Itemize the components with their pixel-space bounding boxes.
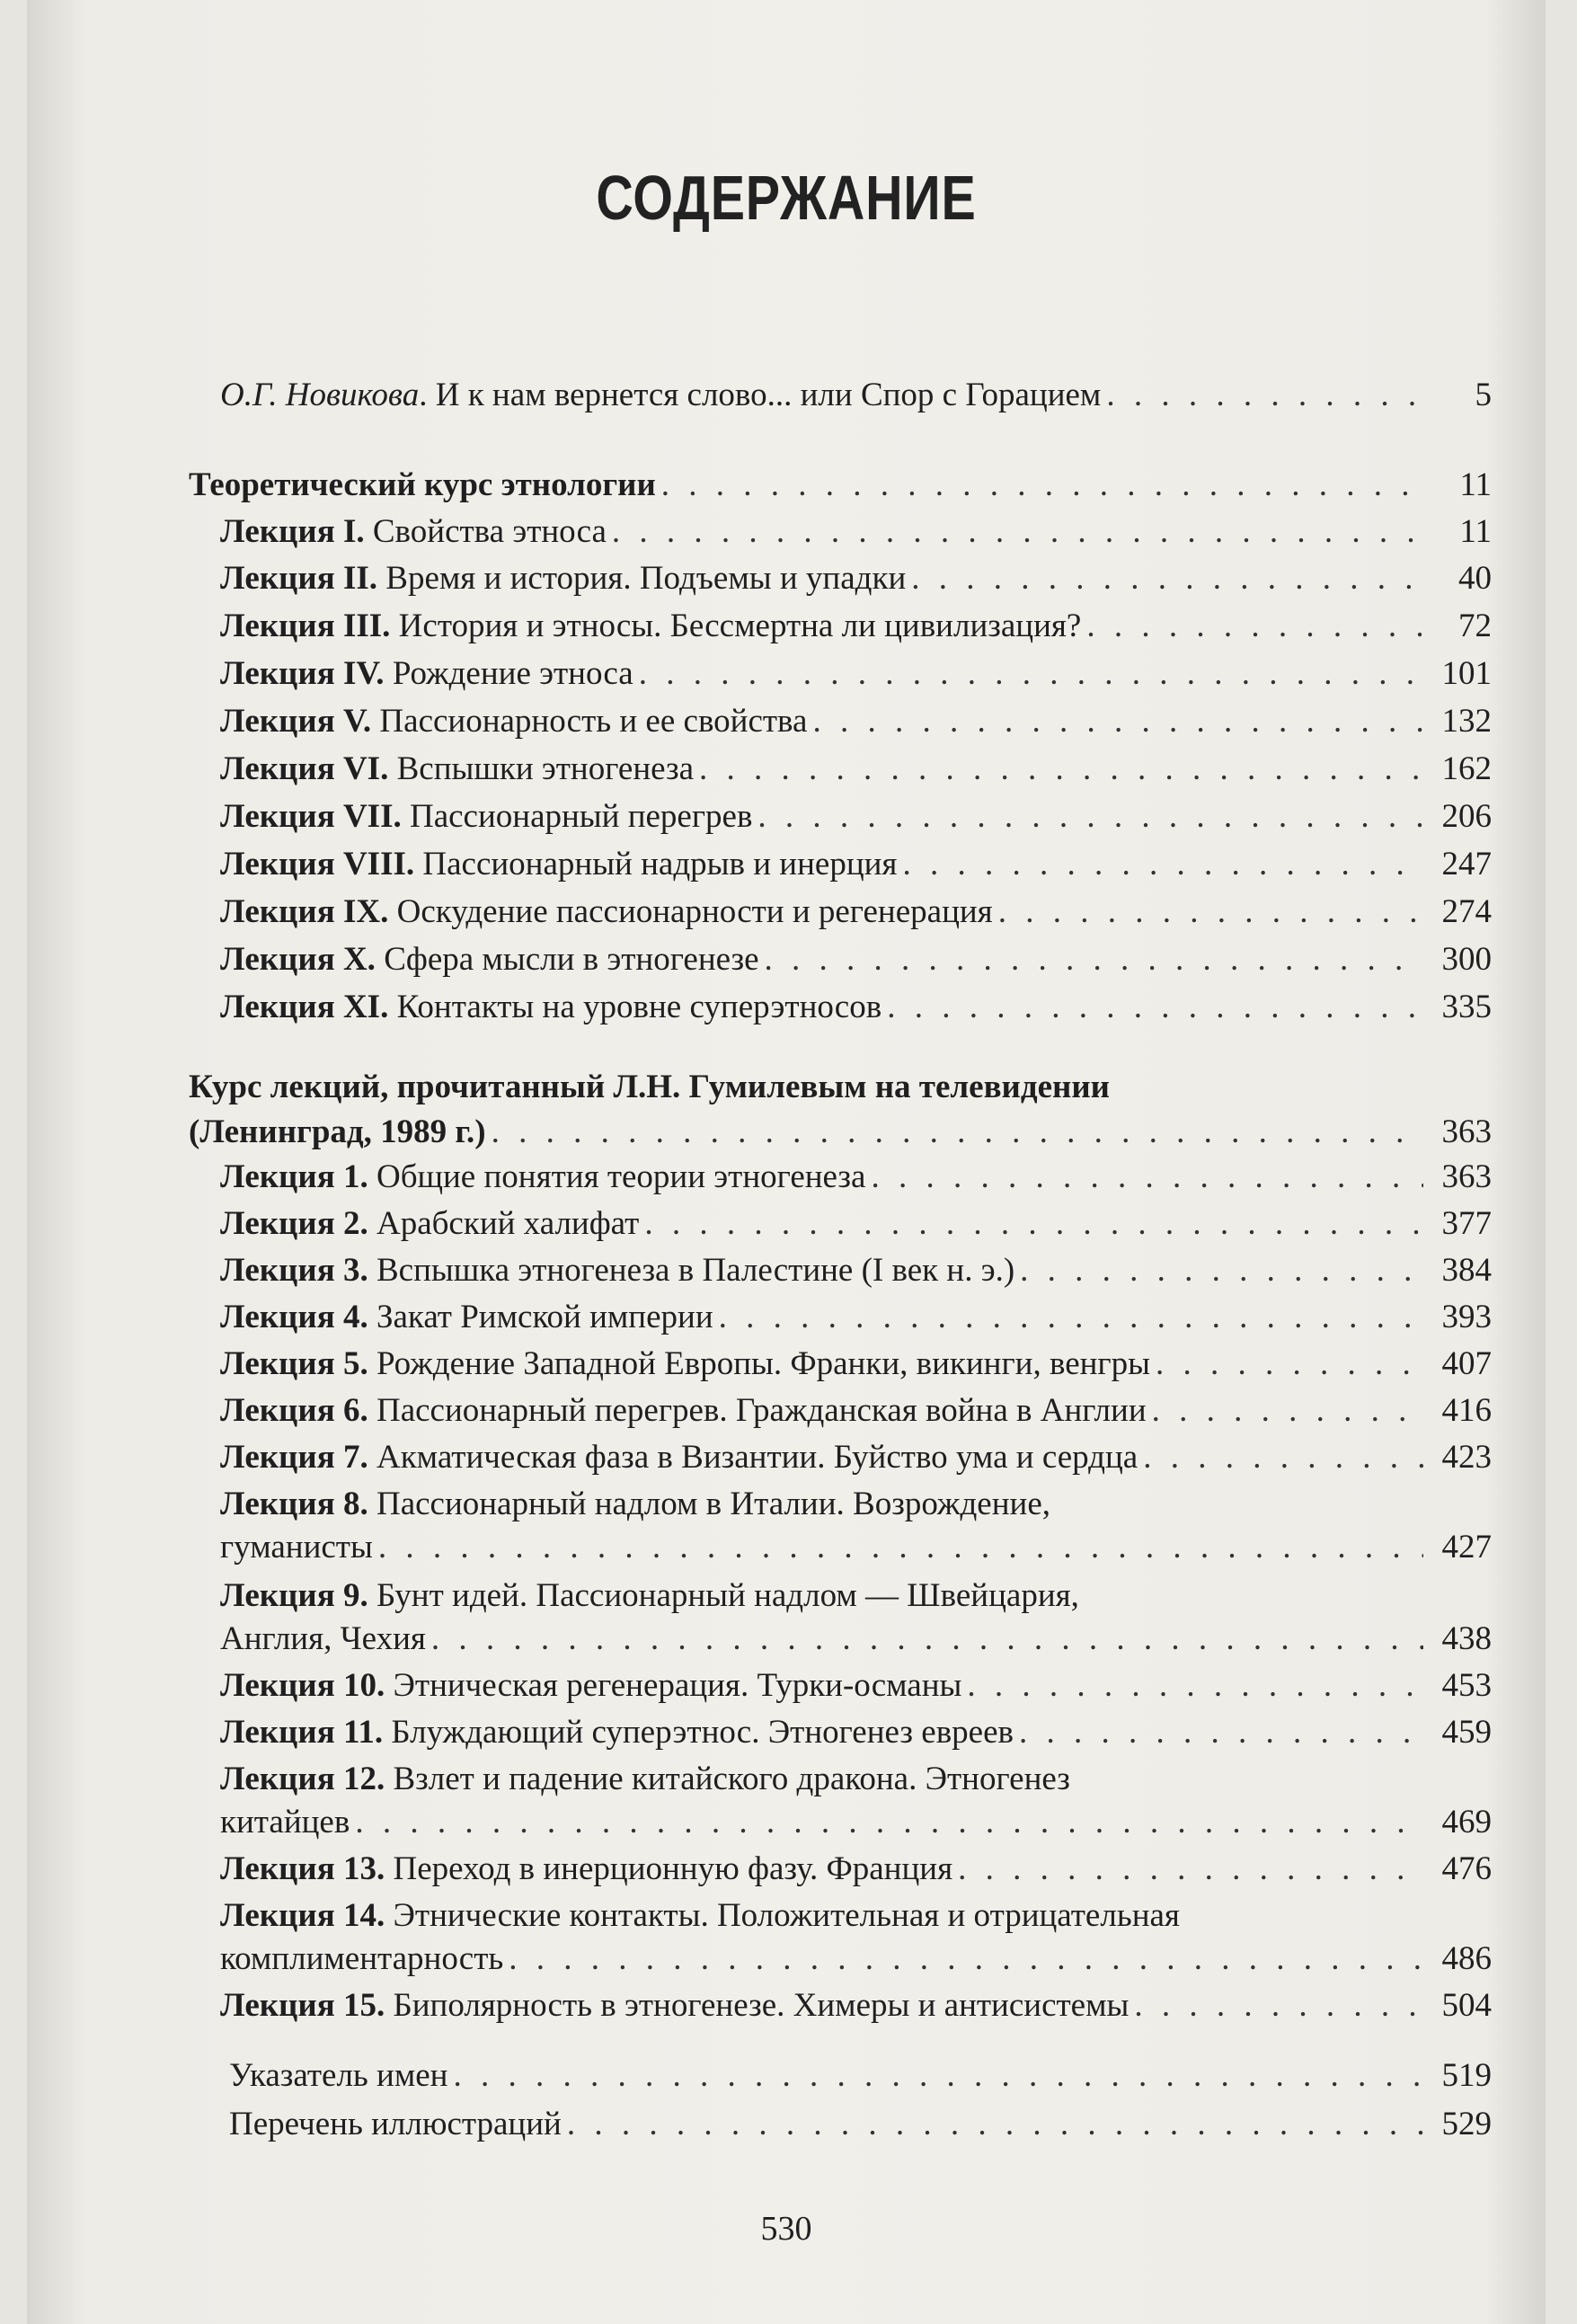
lecture-page: 162 <box>1441 750 1492 787</box>
toc-entry <box>220 1986 1492 2026</box>
toc-entry <box>220 988 1492 1027</box>
leader-dots <box>902 845 1423 884</box>
leader-dots <box>639 654 1423 694</box>
leader-dots <box>967 1666 1423 1706</box>
toc-entry <box>220 1438 1492 1477</box>
lecture-title: Блуждающий суперэтнос. Этногенез евреев <box>383 1714 1014 1751</box>
toc-entry-line1 <box>220 1896 1180 1936</box>
lecture-title: Контакты на уровне суперэтносов <box>388 989 882 1025</box>
lecture-title: Закат Римской империи <box>368 1299 713 1335</box>
appendix-index-page: 519 <box>1441 2057 1492 2094</box>
lecture-label: Лекция 8. <box>220 1486 368 1522</box>
lecture-label: Лекция 6. <box>220 1392 368 1429</box>
leader-dots <box>492 1113 1423 1152</box>
lecture-title-cont: китайцев <box>220 1804 350 1841</box>
part1-page: 11 <box>1459 466 1492 503</box>
toc-entry <box>220 1528 1492 1567</box>
lecture-title: Общие понятия теории этногенеза <box>368 1158 866 1195</box>
toc-part2-heading-line1 <box>189 1068 1110 1107</box>
toc-part2-heading <box>189 1113 1492 1152</box>
leader-dots <box>453 2056 1423 2096</box>
leader-dots <box>612 512 1423 552</box>
leader-dots <box>958 1849 1423 1889</box>
lecture-title-cont: комплиментарность <box>220 1940 504 1977</box>
toc-entry <box>220 702 1492 741</box>
toc-entry-line1 <box>220 1576 1079 1616</box>
lecture-title-cont: гуманисты <box>220 1529 373 1566</box>
leader-dots <box>509 1939 1423 1979</box>
lecture-page: 416 <box>1441 1392 1492 1429</box>
lecture-page: 453 <box>1441 1667 1492 1704</box>
lecture-label: Лекция 12. <box>220 1761 385 1797</box>
leader-dots <box>1106 376 1423 415</box>
toc-entry <box>220 1158 1492 1197</box>
lecture-page: 476 <box>1441 1850 1492 1887</box>
lecture-page: 393 <box>1441 1299 1492 1335</box>
toc-part1-heading <box>189 466 1492 505</box>
lecture-label: Лекция I. <box>220 513 365 550</box>
leader-dots <box>567 2105 1423 2144</box>
toc-intro <box>220 376 1492 415</box>
lecture-page: 247 <box>1441 846 1492 883</box>
toc-entry <box>220 1666 1492 1706</box>
leader-dots <box>765 940 1423 980</box>
lecture-page: 363 <box>1441 1158 1492 1195</box>
leader-dots <box>911 559 1423 599</box>
lecture-page: 40 <box>1458 560 1492 597</box>
lecture-page: 423 <box>1441 1439 1492 1476</box>
lecture-title: Пассионарный надрыв и инерция <box>414 846 898 883</box>
lecture-page: 459 <box>1441 1714 1492 1751</box>
lecture-label: Лекция III. <box>220 608 391 644</box>
appendix-illustrations-text: Перечень иллюстраций <box>229 2106 562 2142</box>
lecture-title: История и этносы. Бессмертна ли цивилизация? <box>390 608 1082 644</box>
lecture-page: 504 <box>1441 1987 1492 2024</box>
leader-dots <box>998 892 1423 932</box>
leader-dots <box>378 1528 1423 1567</box>
lecture-label: Лекция 3. <box>220 1252 368 1289</box>
lecture-label: Лекция 11. <box>220 1714 384 1751</box>
lecture-page: 11 <box>1459 513 1492 550</box>
leader-dots <box>812 702 1423 741</box>
toc-entry <box>220 607 1492 646</box>
lecture-label: Лекция 2. <box>220 1205 368 1242</box>
lecture-page: 469 <box>1441 1804 1492 1841</box>
part2-heading-line2: (Ленинград, 1989 г.) <box>189 1113 486 1150</box>
toc-entry <box>220 654 1492 694</box>
lecture-title: Пассионарность и ее свойства <box>371 703 808 740</box>
part2-page: 363 <box>1441 1113 1492 1150</box>
toc-entry-line1 <box>220 1485 1050 1524</box>
lecture-title: Оскудение пассионарности и регенерация <box>388 893 993 930</box>
toc-entry-line1 <box>220 1760 1070 1799</box>
toc-entry <box>220 1344 1492 1384</box>
lecture-title: Арабский халифат <box>368 1205 640 1242</box>
lecture-page: 427 <box>1441 1529 1492 1566</box>
toc-entry <box>220 1251 1492 1291</box>
lecture-label: Лекция 9. <box>220 1577 368 1614</box>
part2-heading-line1: Курс лекций, прочитанный Л.Н. Гумилевым на телевидении <box>189 1069 1110 1105</box>
toc-entry <box>220 845 1492 884</box>
toc-entry <box>220 940 1492 980</box>
leader-dots <box>644 1204 1423 1244</box>
lecture-label: Лекция 10. <box>220 1667 385 1704</box>
page-title: СОДЕРЖАНИЕ <box>596 163 977 233</box>
lecture-title: Акматическая фаза в Византии. Буйство ума и сердца <box>368 1439 1138 1476</box>
table-of-contents <box>27 0 1546 2324</box>
lecture-page: 101 <box>1441 655 1492 692</box>
book-page <box>27 0 1546 2324</box>
lecture-page: 132 <box>1441 703 1492 740</box>
toc-entry <box>220 1298 1492 1337</box>
lecture-label: Лекция V. <box>220 703 372 740</box>
lecture-title: Переход в инерционную фазу. Франция <box>385 1850 953 1887</box>
lecture-title: Биполярность в этногенезе. Химеры и антисистемы <box>385 1987 1130 2024</box>
leader-dots <box>1152 1391 1423 1431</box>
lecture-label: Лекция 15. <box>220 1987 385 2024</box>
intro-page: 5 <box>1475 377 1492 413</box>
toc-entry <box>220 1803 1492 1842</box>
toc-entry <box>220 1204 1492 1244</box>
lecture-page: 438 <box>1441 1620 1492 1657</box>
leader-dots <box>757 797 1423 837</box>
leader-dots <box>661 466 1423 505</box>
lecture-label: Лекция II. <box>220 560 378 597</box>
lecture-page: 407 <box>1441 1345 1492 1382</box>
lecture-page: 486 <box>1441 1940 1492 1977</box>
leader-dots <box>871 1158 1423 1197</box>
lecture-label: Лекция IX. <box>220 893 389 930</box>
lecture-title: Пассионарный перегрев <box>401 798 753 835</box>
lecture-label: Лекция 13. <box>220 1850 385 1887</box>
lecture-title: Вспышка этногенеза в Палестине (I век н. э.) <box>368 1252 1015 1289</box>
lecture-title: Бунт идей. Пассионарный надлом — Швейцария, <box>368 1577 1079 1614</box>
lecture-label: Лекция VII. <box>220 798 402 835</box>
leader-dots <box>1019 1713 1423 1752</box>
lecture-title: Время и история. Подъемы и упадки <box>377 560 907 597</box>
page-number: 530 <box>760 2210 812 2248</box>
toc-entry <box>220 1713 1492 1752</box>
toc-entry <box>220 1849 1492 1889</box>
lecture-page: 72 <box>1458 608 1492 644</box>
appendix-illustrations-page: 529 <box>1441 2106 1492 2142</box>
leader-dots <box>1134 1986 1423 2026</box>
appendix-index-text: Указатель имен <box>229 2057 448 2094</box>
leader-dots <box>719 1298 1423 1337</box>
lecture-label: Лекция 1. <box>220 1158 368 1195</box>
lecture-label: Лекция 5. <box>220 1345 368 1382</box>
toc-entry <box>220 797 1492 837</box>
lecture-page: 377 <box>1441 1205 1492 1242</box>
lecture-page: 384 <box>1441 1252 1492 1289</box>
lecture-title: Вспышки этногенеза <box>388 750 695 787</box>
lecture-label: Лекция IV. <box>220 655 385 692</box>
lecture-label: Лекция 7. <box>220 1439 368 1476</box>
lecture-title: Этнические контакты. Положительная и отрицательная <box>385 1897 1180 1934</box>
leader-dots <box>431 1619 1423 1659</box>
leader-dots <box>699 750 1423 789</box>
lecture-label: Лекция VI. <box>220 750 389 787</box>
leader-dots <box>887 988 1423 1027</box>
toc-entry <box>220 1619 1492 1659</box>
lecture-title: Этническая регенерация. Турки-османы <box>385 1667 962 1704</box>
lecture-label: Лекция VIII. <box>220 846 415 883</box>
lecture-page: 206 <box>1441 798 1492 835</box>
lecture-page: 335 <box>1441 989 1492 1025</box>
lecture-title: Рождение этноса <box>384 655 633 692</box>
toc-entry <box>220 750 1492 789</box>
lecture-label: Лекция 4. <box>220 1299 368 1335</box>
intro-text: . И к нам вернется слово... или Спор с Горацием <box>419 377 1102 413</box>
lecture-title: Сфера мысли в этногенезе <box>375 941 759 978</box>
lecture-title: Взлет и падение китайского дракона. Этногенез <box>385 1761 1070 1797</box>
lecture-label: Лекция X. <box>220 941 376 978</box>
lecture-title: Свойства этноса <box>364 513 607 550</box>
toc-appendix-index <box>229 2056 1492 2096</box>
lecture-label: Лекция XI. <box>220 989 389 1025</box>
lecture-title-cont: Англия, Чехия <box>220 1620 426 1657</box>
toc-entry <box>220 512 1492 552</box>
lecture-label: Лекция 14. <box>220 1897 385 1934</box>
toc-entry <box>220 892 1492 932</box>
toc-appendix-illustrations <box>229 2105 1492 2144</box>
lecture-title: Пассионарный перегрев. Гражданская война в Англии <box>368 1392 1147 1429</box>
lecture-page: 274 <box>1441 893 1492 930</box>
leader-dots <box>355 1803 1423 1842</box>
intro-author: О.Г. Новикова <box>220 377 420 413</box>
toc-entry <box>220 1391 1492 1431</box>
toc-entry <box>220 1939 1492 1979</box>
lecture-page: 300 <box>1441 941 1492 978</box>
leader-dots <box>1143 1438 1423 1477</box>
leader-dots <box>1086 607 1423 646</box>
leader-dots <box>1156 1344 1423 1384</box>
lecture-title: Пассионарный надлом в Италии. Возрождение, <box>368 1486 1050 1522</box>
leader-dots <box>1020 1251 1423 1291</box>
lecture-title: Рождение Западной Европы. Франки, викинги, венгры <box>368 1345 1150 1382</box>
toc-entry <box>220 559 1492 599</box>
part1-heading: Теоретический курс этнологии <box>189 466 656 503</box>
